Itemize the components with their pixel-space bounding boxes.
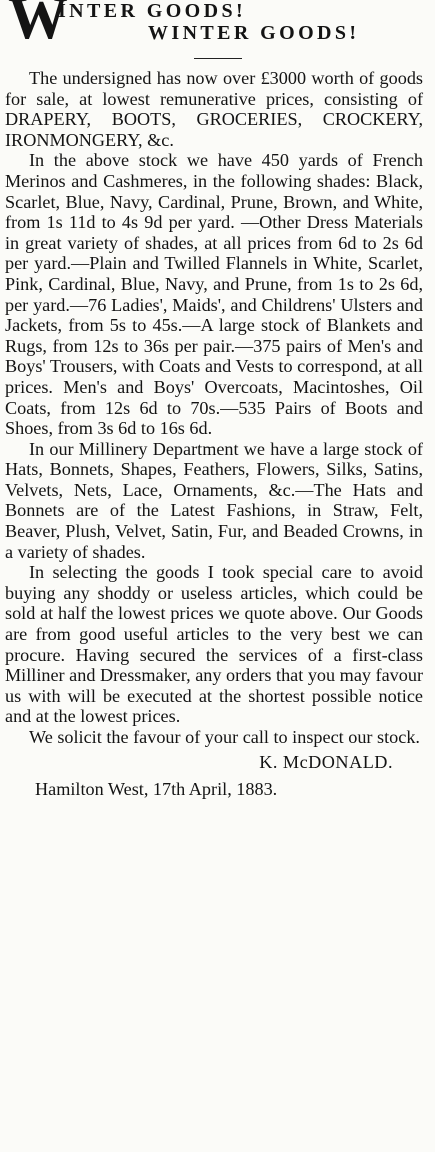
place-and-date: Hamilton West, 17th April, 1883. [35,778,278,799]
headline-drop-cap: W [8,0,68,51]
headline-line-2: WINTER GOODS! [148,22,360,44]
paragraph-stock: In the above stock we have 450 yards of French Merinos and Cashmeres, in the following shades: Black, Scarlet, Blue, Navy, Cardinal, Prune, Brown, and White, from 1s 11d to 4s 9d per yard. —Other Dress Materials in great variety of shades, at all prices from 6d to 2s 6d per yard.—Plain and Twilled Flannels in White, Scarlet, Pink, Cardinal, Blue, Navy, and Prune, from 1s to 2s 6d, per yard.—76 Ladies', Maids', and Childrens' Ulsters and Jackets, from 5s to 45s.—A large stock of Blankets and Rugs, from 12s to 36s per pair.—375 pairs of Men's and Boys' Trousers, with Coats and Vests to correspond, at all prices. Men's and Boys' Overcoats, Macintoshes, Oil Coats, from 12s 6d to 70s.—535 Pairs of Boots and Shoes, from 3s 6d to 16s 6d. [5,150,423,439]
headline [0,0,435,52]
paragraph-closing: We solicit the favour of your call to inspect our stock. [29,727,420,747]
signature: K. McDONALD. [259,751,393,772]
paragraph-millinery: In our Millinery Department we have a large stock of Hats, Bonnets, Shapes, Feathers, Flowers, Silks, Satins, Velvets, Nets, Lace, Ornaments, &c.—The Hats and Bonnets are of the Latest Fashions, in Straw, Felt, Beaver, Plush, Velvet, Satin, Fur, and Beaded Crowns, in a variety of shades. [5,438,423,562]
advert-body [0,68,435,801]
paragraph-quality: In selecting the goods I took special care to avoid buying any shoddy or useless articles, which could be sold at half the lowest prices we quote above. Our Goods are from good useful articles to the very best we can procure. Having secured the services of a first-class Milliner and Dressmaker, any orders that you may favour us with will be executed at the shortest possible notice and at the lowest prices. [5,562,423,727]
headline-line-1: INTER GOODS! [58,0,247,22]
divider-rule [194,58,242,59]
paragraph-intro: The undersigned has now over £3000 worth of goods for sale, at lowest remunerative prices, consisting of DRAPERY, BOOTS, GROCERIES, CROCKERY, IRONMONGERY, &c. [5,68,423,150]
